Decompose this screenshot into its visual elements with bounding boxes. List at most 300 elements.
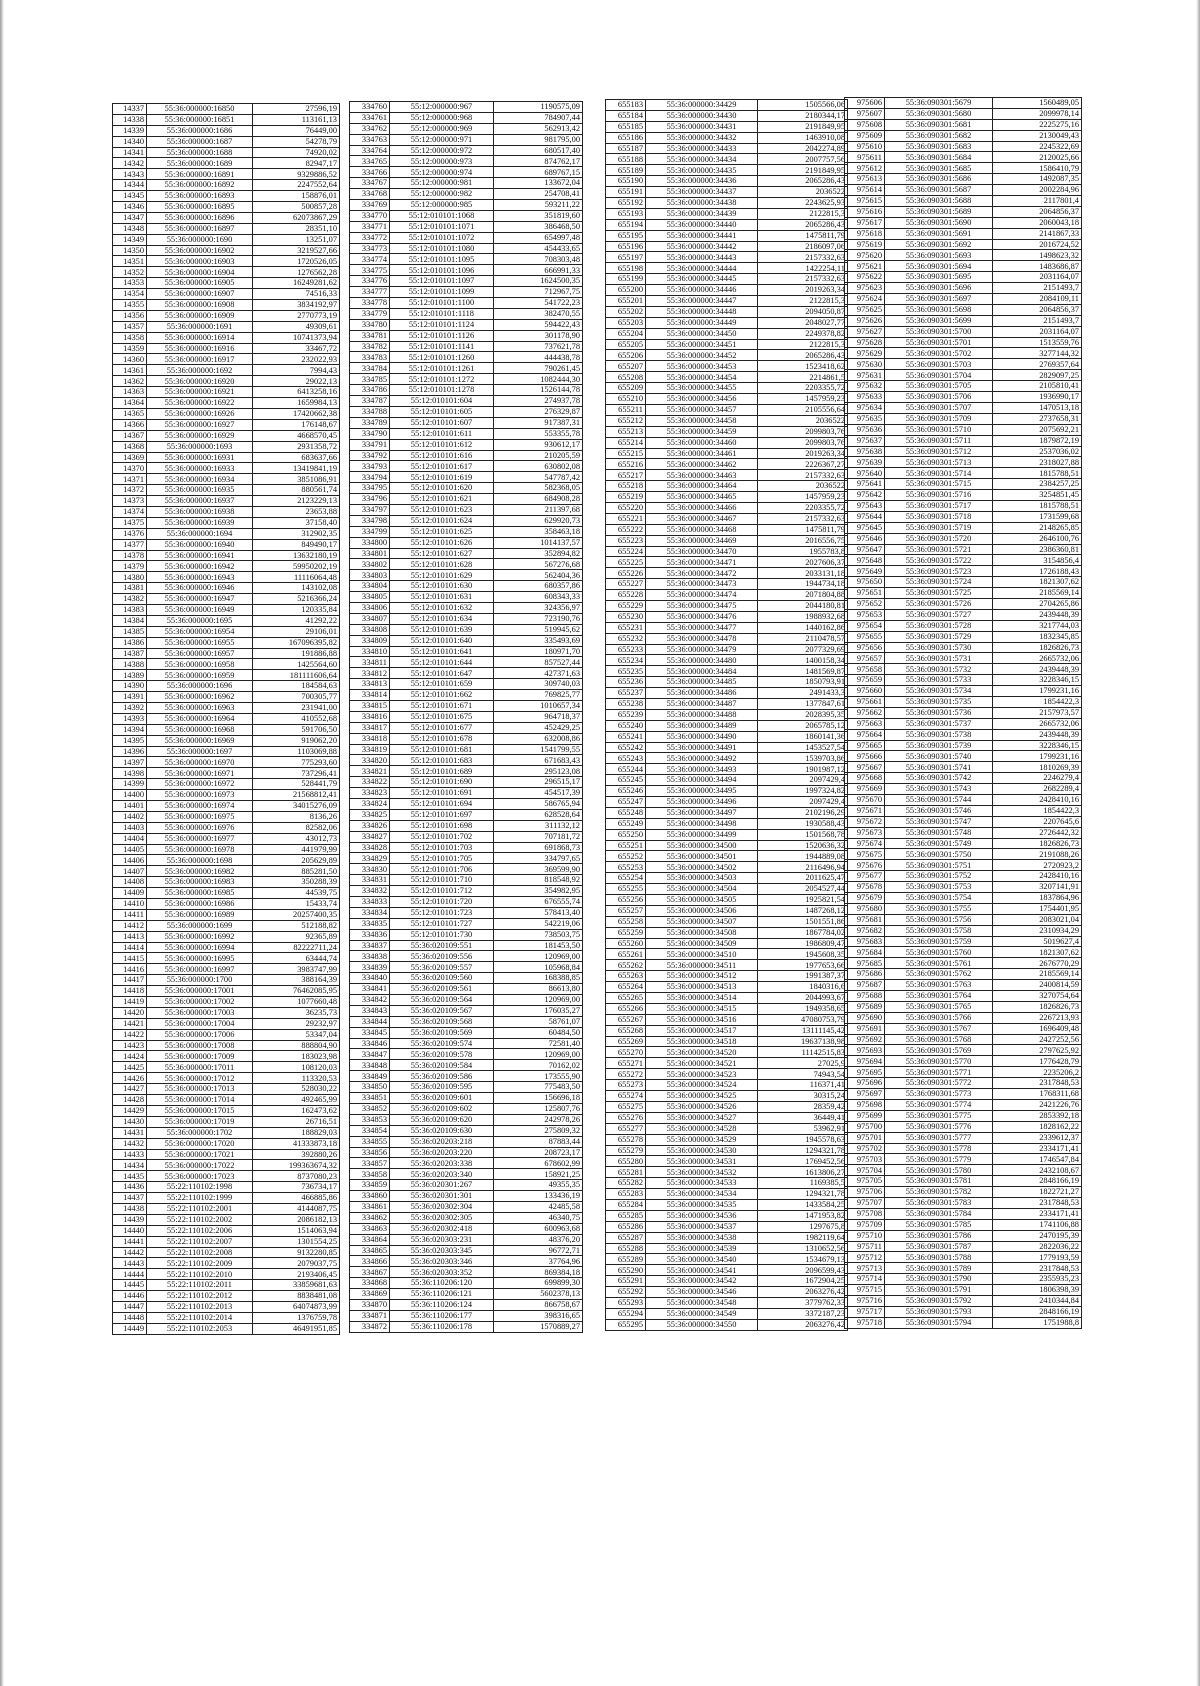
row-number: 655196 <box>606 241 646 252</box>
table-row <box>350 319 583 330</box>
cadastral-number: 55:36:090301:5736 <box>885 707 993 718</box>
row-number: 655283 <box>606 1189 646 1200</box>
row-number: 14380 <box>113 572 147 583</box>
cadastral-number: 55:36:000000:34453 <box>646 361 758 372</box>
row-number: 975691 <box>845 1023 885 1034</box>
table-row <box>350 559 583 570</box>
cadastral-number: 55:36:090301:5726 <box>885 598 993 609</box>
cadastral-value: 1991387,37 <box>758 971 848 982</box>
cadastral-value: 3851086,91 <box>253 474 340 485</box>
cadastral-number: 55:36:000000:1695 <box>147 615 253 626</box>
cadastral-value: 13419841,19 <box>253 463 340 474</box>
cadastral-value: 334797,65 <box>494 853 583 864</box>
cadastral-number: 55:36:000000:34449 <box>646 317 758 328</box>
table-row <box>845 1219 1082 1230</box>
table-row <box>845 609 1082 620</box>
cadastral-number: 55:12:000000:969 <box>390 123 494 134</box>
table-row <box>113 801 340 812</box>
row-number: 655229 <box>606 600 646 611</box>
table-row <box>606 666 848 677</box>
row-number: 334787 <box>350 396 390 407</box>
row-number: 14412 <box>113 920 147 931</box>
cadastral-value: 2225275,16 <box>993 119 1082 130</box>
table-row <box>845 468 1082 479</box>
cadastral-number: 55:36:000000:16943 <box>147 572 253 583</box>
row-number: 14381 <box>113 583 147 594</box>
table-row <box>113 953 340 964</box>
table-row <box>113 964 340 975</box>
cadastral-number: 55:36:090301:5782 <box>885 1187 993 1198</box>
cadastral-number: 55:36:000000:16964 <box>147 713 253 724</box>
cadastral-value: 312902,35 <box>253 528 340 539</box>
table-row <box>606 1080 848 1091</box>
cadastral-value: 1501551,86 <box>758 916 848 927</box>
cadastral-value: 2185569,14 <box>993 969 1082 980</box>
row-number: 334847 <box>350 1049 390 1060</box>
cadastral-value: 1523418,62 <box>758 361 848 372</box>
row-number: 334849 <box>350 1071 390 1082</box>
cadastral-value: 1483686,87 <box>993 261 1082 272</box>
row-number: 14449 <box>113 1323 147 1334</box>
row-number: 14407 <box>113 866 147 877</box>
row-number: 14352 <box>113 267 147 278</box>
cadastral-value: 2157332,63 <box>758 252 848 263</box>
cadastral-number: 55:36:000000:16968 <box>147 724 253 735</box>
row-number: 655232 <box>606 633 646 644</box>
table-row <box>350 722 583 733</box>
row-number: 975622 <box>845 272 885 283</box>
cadastral-number: 55:36:000000:34452 <box>646 350 758 361</box>
table-row <box>350 1223 583 1234</box>
cadastral-number: 55:36:000000:34433 <box>646 143 758 154</box>
table-row <box>606 513 848 524</box>
cadastral-number: 55:36:000000:34430 <box>646 110 758 121</box>
cadastral-number: 55:36:000000:34518 <box>646 1036 758 1047</box>
cadastral-value: 1828162,22 <box>993 1121 1082 1132</box>
cadastral-number: 55:36:000000:34524 <box>646 1080 758 1091</box>
cadastral-value: 1850793,91 <box>758 677 848 688</box>
row-number: 334805 <box>350 592 390 603</box>
cadastral-value: 53347,04 <box>253 1029 340 1040</box>
cadastral-number: 55:36:000000:16940 <box>147 539 253 550</box>
table-row <box>113 169 340 180</box>
cadastral-number: 55:36:000000:34531 <box>646 1156 758 1167</box>
row-number: 334825 <box>350 809 390 820</box>
row-number: 655240 <box>606 720 646 731</box>
cadastral-value: 208723,17 <box>494 1147 583 1158</box>
row-number: 334818 <box>350 733 390 744</box>
cadastral-value: 869384,18 <box>494 1267 583 1278</box>
table-row <box>113 1171 340 1182</box>
table-row <box>350 1016 583 1027</box>
table-row <box>350 243 583 254</box>
row-number: 14427 <box>113 1084 147 1095</box>
table-row <box>606 306 848 317</box>
cadastral-number: 55:36:000000:34442 <box>646 241 758 252</box>
table-row <box>606 208 848 219</box>
row-number: 14344 <box>113 180 147 191</box>
cadastral-value: 9329886,52 <box>253 169 340 180</box>
table-row <box>845 653 1082 664</box>
cadastral-value: 427371,63 <box>494 668 583 679</box>
cadastral-value: 2267213,93 <box>993 1012 1082 1023</box>
table-row <box>606 1221 848 1232</box>
cadastral-value: 1487268,12 <box>758 905 848 916</box>
row-number: 975654 <box>845 620 885 631</box>
row-number: 975607 <box>845 108 885 119</box>
row-number: 14390 <box>113 681 147 692</box>
row-number: 975659 <box>845 675 885 686</box>
cadastral-value: 168388,85 <box>494 973 583 984</box>
cadastral-value: 2180344,17 <box>758 110 848 121</box>
cadastral-number: 55:36:000000:16978 <box>147 844 253 855</box>
cadastral-number: 55:36:000000:34497 <box>646 807 758 818</box>
cadastral-number: 55:36:000000:16986 <box>147 899 253 910</box>
cadastral-value: 582368,05 <box>494 483 583 494</box>
row-number: 975689 <box>845 1001 885 1012</box>
cadastral-value: 2099803,76 <box>758 426 848 437</box>
row-number: 975641 <box>845 479 885 490</box>
cadastral-value: 441979,99 <box>253 844 340 855</box>
cadastral-value: 2537036,02 <box>993 446 1082 457</box>
cadastral-value: 775483,50 <box>494 1082 583 1093</box>
cadastral-number: 55:36:020203:220 <box>390 1147 494 1158</box>
cadastral-value: 13111145,42 <box>758 1025 848 1036</box>
cadastral-number: 55:36:000000:16926 <box>147 408 253 419</box>
cadastral-value: 1457959,23 <box>758 492 848 503</box>
table-row <box>350 1027 583 1038</box>
cadastral-value: 1776428,79 <box>993 1056 1082 1067</box>
table-row <box>845 795 1082 806</box>
table-row <box>845 969 1082 980</box>
table-row <box>113 1073 340 1084</box>
cadastral-number: 55:36:000000:16851 <box>147 114 253 125</box>
cadastral-number: 55:36:000000:17013 <box>147 1084 253 1095</box>
row-number: 14424 <box>113 1051 147 1062</box>
row-number: 655215 <box>606 448 646 459</box>
row-number: 334820 <box>350 755 390 766</box>
row-number: 14415 <box>113 953 147 964</box>
row-number: 975636 <box>845 424 885 435</box>
cadastral-value: 1988932,68 <box>758 611 848 622</box>
cadastral-number: 55:36:000000:17003 <box>147 1007 253 1018</box>
cadastral-number: 55:22:110102:2007 <box>147 1236 253 1247</box>
row-number: 14387 <box>113 648 147 659</box>
row-number: 655205 <box>606 339 646 350</box>
row-number: 334791 <box>350 439 390 450</box>
cadastral-value: 1376759,78 <box>253 1312 340 1323</box>
cadastral-number: 55:36:000000:34488 <box>646 709 758 720</box>
row-number: 655219 <box>606 492 646 503</box>
cadastral-value: 1810269,39 <box>993 762 1082 773</box>
table-row <box>845 1110 1082 1121</box>
cadastral-value: 1475811,79 <box>758 524 848 535</box>
cadastral-number: 55:36:000000:16982 <box>147 866 253 877</box>
table-row <box>606 971 848 982</box>
cadastral-value: 1297675,8 <box>758 1221 848 1232</box>
cadastral-value: 1520636,32 <box>758 840 848 851</box>
cadastral-number: 55:36:000000:34484 <box>646 666 758 677</box>
table-row <box>845 163 1082 174</box>
cadastral-value: 63444,74 <box>253 953 340 964</box>
cadastral-value: 180971,70 <box>494 646 583 657</box>
registry-table-body <box>350 102 583 1333</box>
table-row <box>113 376 340 387</box>
cadastral-number: 55:36:000000:16959 <box>147 670 253 681</box>
table-row <box>606 557 848 568</box>
cadastral-number: 55:36:000000:34439 <box>646 208 758 219</box>
cadastral-number: 55:36:000000:34447 <box>646 296 758 307</box>
table-row <box>350 428 583 439</box>
row-number: 14386 <box>113 637 147 648</box>
cadastral-number: 55:12:010101:620 <box>390 483 494 494</box>
cadastral-value: 1501568,78 <box>758 829 848 840</box>
table-row <box>350 711 583 722</box>
table-row <box>606 241 848 252</box>
row-number: 14377 <box>113 539 147 550</box>
row-number: 334798 <box>350 515 390 526</box>
table-row <box>845 1067 1082 1078</box>
cadastral-value: 44539,75 <box>253 888 340 899</box>
row-number: 975678 <box>845 882 885 893</box>
cadastral-number: 55:36:090301:5767 <box>885 1023 993 1034</box>
table-row <box>606 579 848 590</box>
cadastral-number: 55:12:010101:671 <box>390 700 494 711</box>
table-row <box>350 853 583 864</box>
row-number: 655263 <box>606 971 646 982</box>
table-row <box>113 539 340 550</box>
row-number: 334833 <box>350 897 390 908</box>
table-row <box>350 581 583 592</box>
cadastral-value: 2151493,7 <box>993 283 1082 294</box>
cadastral-number: 55:36:090301:5701 <box>885 337 993 348</box>
cadastral-value: 1779193,59 <box>993 1252 1082 1263</box>
cadastral-number: 55:36:000000:34502 <box>646 862 758 873</box>
row-number: 334842 <box>350 995 390 1006</box>
cadastral-number: 55:12:010101:630 <box>390 581 494 592</box>
cadastral-value: 2123229,13 <box>253 496 340 507</box>
cadastral-value: 1854422,3 <box>993 696 1082 707</box>
row-number: 14428 <box>113 1095 147 1106</box>
cadastral-value: 82947,17 <box>253 158 340 169</box>
registry-table-body <box>845 98 1082 1329</box>
cadastral-number: 55:36:000000:17022 <box>147 1160 253 1171</box>
row-number: 655226 <box>606 568 646 579</box>
cadastral-number: 55:12:010101:644 <box>390 657 494 668</box>
cadastral-value: 1103069,88 <box>253 746 340 757</box>
table-row <box>350 287 583 298</box>
cadastral-value: 276329,87 <box>494 406 583 417</box>
cadastral-number: 55:36:000000:16931 <box>147 452 253 463</box>
table-row <box>606 230 848 241</box>
row-number: 334778 <box>350 298 390 309</box>
cadastral-number: 55:36:020109:551 <box>390 940 494 951</box>
cadastral-number: 55:36:000000:34532 <box>646 1167 758 1178</box>
row-number: 655279 <box>606 1145 646 1156</box>
cadastral-number: 55:36:090301:5684 <box>885 152 993 163</box>
table-row <box>606 1265 848 1276</box>
table-row <box>606 655 848 666</box>
table-row <box>845 1241 1082 1252</box>
cadastral-number: 55:36:090301:5765 <box>885 1001 993 1012</box>
table-row <box>113 659 340 670</box>
cadastral-value: 3372187,23 <box>758 1308 848 1319</box>
cadastral-number: 55:36:090301:5714 <box>885 468 993 479</box>
row-number: 14349 <box>113 234 147 245</box>
table-row <box>113 1258 340 1269</box>
cadastral-number: 55:12:010101:1272 <box>390 374 494 385</box>
row-number: 975677 <box>845 871 885 882</box>
row-number: 975672 <box>845 816 885 827</box>
cadastral-value: 2097429,4 <box>758 775 848 786</box>
table-row <box>113 615 340 626</box>
cadastral-number: 55:12:010101:629 <box>390 570 494 581</box>
cadastral-number: 55:36:000000:16903 <box>147 256 253 267</box>
row-number: 334848 <box>350 1060 390 1071</box>
row-number: 334763 <box>350 134 390 145</box>
row-number: 655258 <box>606 916 646 927</box>
table-row <box>606 426 848 437</box>
cadastral-number: 55:36:000000:16975 <box>147 811 253 822</box>
cadastral-value: 1541799,55 <box>494 744 583 755</box>
table-row <box>350 886 583 897</box>
cadastral-value: 699899,30 <box>494 1278 583 1289</box>
row-number: 334851 <box>350 1093 390 1104</box>
cadastral-value: 2317848,53 <box>993 1263 1082 1274</box>
cadastral-number: 55:36:000000:34437 <box>646 187 758 198</box>
cadastral-value: 3228346,15 <box>993 675 1082 686</box>
cadastral-number: 55:12:010101:678 <box>390 733 494 744</box>
cadastral-value: 62073867,29 <box>253 212 340 223</box>
cadastral-value: 354982,95 <box>494 886 583 897</box>
table-row <box>113 452 340 463</box>
row-number: 975714 <box>845 1274 885 1285</box>
cadastral-value: 1422254,11 <box>758 263 848 274</box>
cadastral-number: 55:36:090301:5706 <box>885 392 993 403</box>
table-row <box>606 350 848 361</box>
cadastral-number: 55:36:090301:5762 <box>885 969 993 980</box>
table-row <box>606 524 848 535</box>
cadastral-number: 55:36:000000:34487 <box>646 698 758 709</box>
cadastral-value: 2848166,19 <box>993 1306 1082 1317</box>
table-row <box>113 768 340 779</box>
cadastral-value: 3983747,99 <box>253 964 340 975</box>
row-number: 14354 <box>113 289 147 300</box>
cadastral-value: 2214861,5 <box>758 372 848 383</box>
table-row <box>350 1158 583 1169</box>
row-number: 655239 <box>606 709 646 720</box>
row-number: 14374 <box>113 506 147 517</box>
cadastral-number: 55:36:000000:34514 <box>646 993 758 1004</box>
table-row <box>845 1034 1082 1045</box>
cadastral-value: 1955783,8 <box>758 546 848 557</box>
cadastral-number: 55:36:090301:5707 <box>885 402 993 413</box>
table-row <box>845 773 1082 784</box>
table-row <box>350 788 583 799</box>
cadastral-value: 553355,78 <box>494 428 583 439</box>
cadastral-number: 55:36:000000:17023 <box>147 1171 253 1182</box>
table-row <box>113 528 340 539</box>
row-number: 975693 <box>845 1045 885 1056</box>
cadastral-value: 92365,89 <box>253 931 340 942</box>
cadastral-number: 55:36:000000:1700 <box>147 975 253 986</box>
cadastral-value: 632008,86 <box>494 733 583 744</box>
row-number: 14337 <box>113 104 147 115</box>
cadastral-number: 55:36:090301:5741 <box>885 762 993 773</box>
table-row <box>350 1256 583 1267</box>
cadastral-value: 930612,17 <box>494 439 583 450</box>
cadastral-value: 857527,44 <box>494 657 583 668</box>
cadastral-number: 55:36:000000:16920 <box>147 376 253 387</box>
cadastral-value: 386468,50 <box>494 221 583 232</box>
table-row <box>113 365 340 376</box>
cadastral-number: 55:36:000000:1699 <box>147 920 253 931</box>
table-row <box>845 490 1082 501</box>
cadastral-value: 500857,28 <box>253 202 340 213</box>
cadastral-number: 55:36:000000:17001 <box>147 986 253 997</box>
cadastral-number: 55:36:000000:34432 <box>646 132 758 143</box>
table-row <box>606 361 848 372</box>
cadastral-number: 55:12:010101:691 <box>390 788 494 799</box>
table-row <box>113 506 340 517</box>
cadastral-value: 1754401,95 <box>993 903 1082 914</box>
table-row <box>113 463 340 474</box>
table-row <box>845 250 1082 261</box>
cadastral-value: 9132280,85 <box>253 1247 340 1258</box>
row-number: 975649 <box>845 566 885 577</box>
cadastral-number: 55:22:110102:2006 <box>147 1225 253 1236</box>
cadastral-value: 2094050,87 <box>758 306 848 317</box>
table-row <box>845 860 1082 871</box>
cadastral-value: 1751988,8 <box>993 1317 1082 1328</box>
row-number: 14343 <box>113 169 147 180</box>
row-number: 14410 <box>113 899 147 910</box>
table-row <box>113 888 340 899</box>
cadastral-number: 55:36:090301:5783 <box>885 1197 993 1208</box>
row-number: 975662 <box>845 707 885 718</box>
row-number: 975710 <box>845 1230 885 1241</box>
table-row <box>350 679 583 690</box>
cadastral-value: 26716,51 <box>253 1116 340 1127</box>
table-row <box>606 404 848 415</box>
cadastral-value: 1539703,86 <box>758 753 848 764</box>
row-number: 655248 <box>606 807 646 818</box>
table-row <box>606 590 848 601</box>
row-number: 334781 <box>350 330 390 341</box>
row-number: 334794 <box>350 472 390 483</box>
cadastral-value: 74516,33 <box>253 289 340 300</box>
row-number: 655253 <box>606 862 646 873</box>
table-row <box>606 187 848 198</box>
cadastral-number: 55:12:010101:641 <box>390 646 494 657</box>
cadastral-number: 55:12:010101:689 <box>390 766 494 777</box>
cadastral-number: 55:22:110102:2001 <box>147 1203 253 1214</box>
cadastral-value: 1997324,82 <box>758 786 848 797</box>
cadastral-number: 55:36:000000:16937 <box>147 496 253 507</box>
table-row <box>350 635 583 646</box>
table-row <box>113 877 340 888</box>
row-number: 655207 <box>606 361 646 372</box>
table-row <box>113 321 340 332</box>
table-row <box>113 1312 340 1323</box>
table-row <box>606 960 848 971</box>
cadastral-value: 309740,03 <box>494 679 583 690</box>
cadastral-number: 55:36:020109:601 <box>390 1093 494 1104</box>
cadastral-value: 2421226,76 <box>993 1099 1082 1110</box>
cadastral-value: 2065286,43 <box>758 219 848 230</box>
cadastral-value: 49355,35 <box>494 1180 583 1191</box>
cadastral-value: 1879872,19 <box>993 435 1082 446</box>
